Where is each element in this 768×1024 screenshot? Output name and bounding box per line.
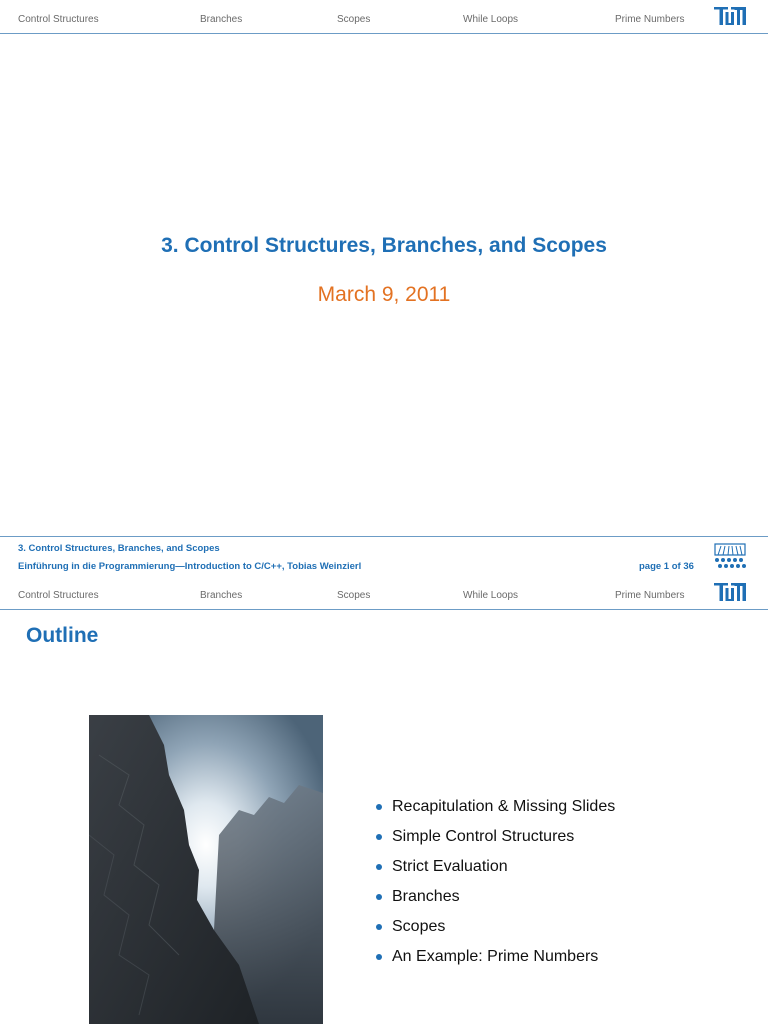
list-item: [374, 944, 615, 974]
list-item: [374, 824, 615, 854]
nav-item-branches[interactable]: Branches: [200, 590, 243, 601]
slide-title: 3. Control Structures, Branches, and Scopes: [161, 234, 607, 257]
bullet-dot-icon: [376, 804, 382, 810]
list-item: [374, 794, 615, 824]
footer-page-number: page 1 of 36: [639, 561, 694, 572]
nav-item-branches[interactable]: Branches: [200, 14, 243, 25]
footer-course-author: Einführung in die Programmierung—Introduction to C/C++, Tobias Weinzierl: [18, 561, 362, 572]
list-item-label: An Example: Prime Numbers: [392, 948, 599, 965]
tum-building-emblem-icon: [712, 542, 748, 572]
tum-logo-icon: [713, 582, 747, 602]
nav-bar-top: [0, 0, 768, 34]
nav-item-prime-numbers[interactable]: Prime Numbers: [615, 590, 685, 601]
nav-item-scopes[interactable]: Scopes: [337, 14, 371, 25]
bullet-dot-icon: [376, 924, 382, 930]
list-item-label: Simple Control Structures: [392, 828, 575, 845]
list-item: [374, 854, 615, 884]
nav-item-scopes[interactable]: Scopes: [337, 590, 371, 601]
nav-item-control-structures[interactable]: Control Structures: [18, 590, 99, 601]
list-item-label: Recapitulation & Missing Slides: [392, 798, 616, 815]
footer-lecture-title: 3. Control Structures, Branches, and Scopes: [18, 543, 220, 554]
tum-logo-icon: [713, 6, 747, 26]
slide-footer: [0, 536, 768, 576]
nav-item-while-loops[interactable]: While Loops: [463, 590, 519, 601]
slide-date: March 9, 2011: [317, 283, 451, 306]
bullet-dot-icon: [376, 954, 382, 960]
outline-list: [374, 794, 615, 974]
list-item-label: Scopes: [392, 918, 446, 935]
bullet-dot-icon: [376, 834, 382, 840]
nav-item-while-loops[interactable]: While Loops: [463, 14, 519, 25]
bullet-dot-icon: [376, 864, 382, 870]
nav-item-control-structures[interactable]: Control Structures: [18, 14, 99, 25]
list-item: [374, 914, 615, 944]
outline-title: Outline: [26, 624, 99, 647]
nav-bar-second: [0, 576, 768, 610]
nav-item-prime-numbers[interactable]: Prime Numbers: [615, 14, 685, 25]
mountain-photo: [89, 715, 323, 1024]
list-item-label: Strict Evaluation: [392, 858, 508, 875]
list-item: [374, 884, 615, 914]
bullet-dot-icon: [376, 894, 382, 900]
list-item-label: Branches: [392, 888, 460, 905]
